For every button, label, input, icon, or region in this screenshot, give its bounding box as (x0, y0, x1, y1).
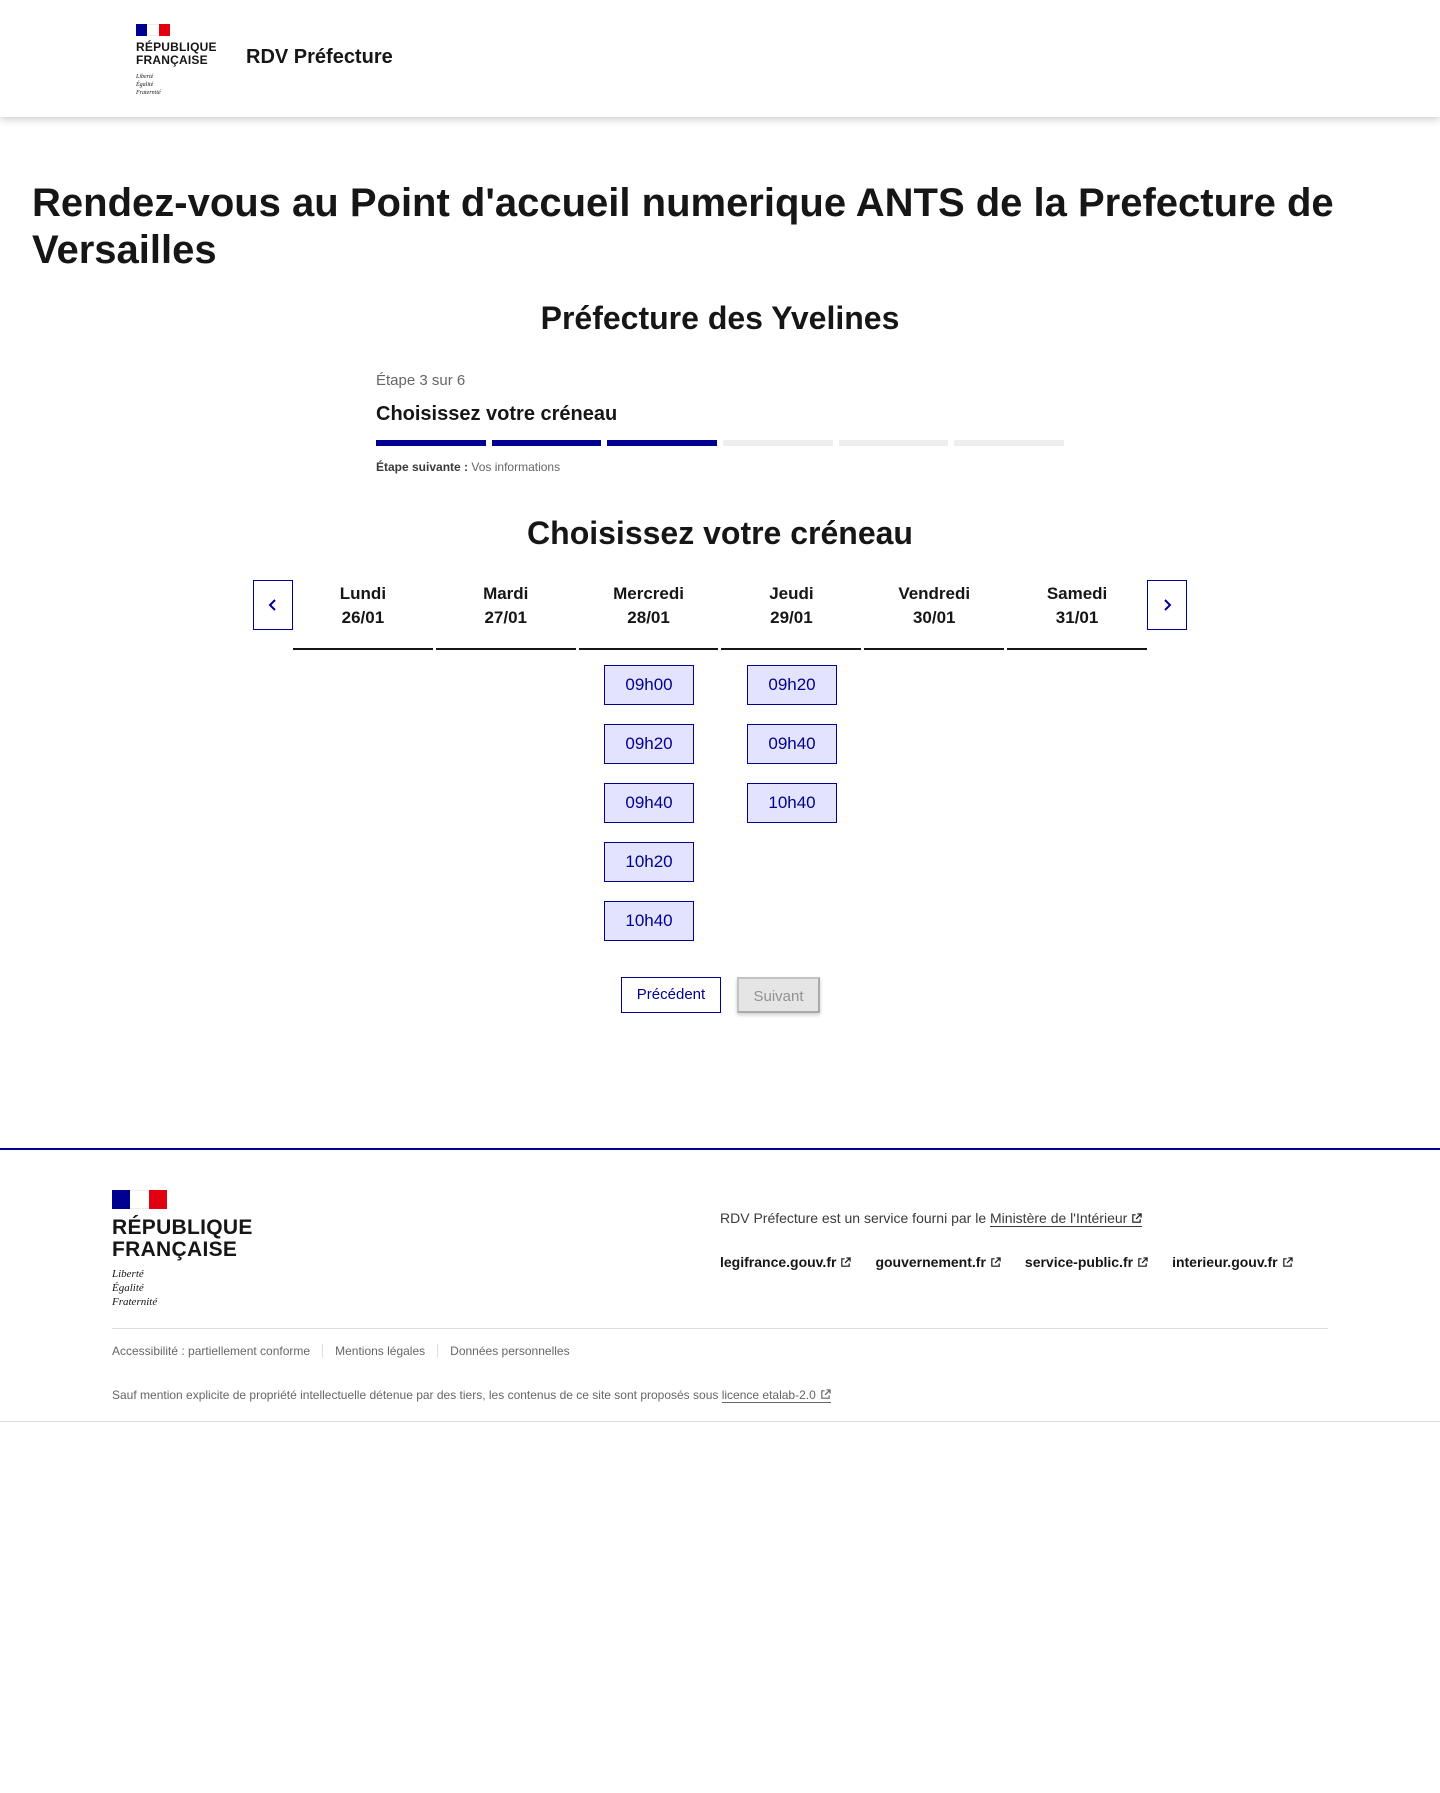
stepper-next-step (376, 460, 1064, 474)
day-name: Samedi (1046, 584, 1108, 603)
stepper-title: Choisissez votre créneau (376, 403, 618, 425)
time-slot-button[interactable]: 10h20 (604, 842, 694, 882)
slots-title: Choisissez votre créneau (527, 515, 913, 551)
external-link-icon (990, 1257, 1001, 1268)
external-link-icon (1282, 1257, 1293, 1268)
marianne-flag-icon (136, 24, 170, 36)
days-row (293, 580, 1147, 650)
license-link[interactable] (722, 1388, 831, 1403)
stepper-segment (492, 440, 602, 446)
day-date: 27/01 (484, 608, 528, 627)
footer-license (112, 1388, 831, 1402)
footer-motto-egalite: Égalité (112, 1282, 144, 1294)
time-slot-button[interactable]: 09h20 (604, 724, 694, 764)
day-slots-column (747, 665, 837, 842)
footer-divider (112, 1328, 1328, 1329)
previous-week-button[interactable] (253, 580, 293, 630)
ministere-interieur-link[interactable] (990, 1210, 1142, 1227)
footer-partner-link-label: gouvernement.fr (875, 1254, 986, 1270)
stepper-segment (723, 440, 833, 446)
day-date: 28/01 (627, 608, 670, 627)
day-name: Mardi (483, 584, 529, 603)
external-link-icon (1131, 1213, 1142, 1224)
footer-partner-link-label: legifrance.gouv.fr (720, 1254, 837, 1270)
site-footer (0, 1148, 1440, 1422)
footer-marianne-flag-icon (112, 1190, 167, 1209)
previous-button[interactable]: Précédent (621, 977, 721, 1013)
stepper (376, 372, 1064, 474)
footer-motto-liberte: Liberté (112, 1268, 144, 1280)
footer-logo-line-2: FRANÇAISE (112, 1238, 238, 1261)
stepper-segment (376, 440, 486, 446)
chevron-right-icon (1160, 598, 1174, 612)
license-text: Sauf mention explicite de propriété intellectuelle détenue par des tiers, les contenus de ce site sont proposés sous (112, 1388, 719, 1402)
footer-bottom-link[interactable]: Données personnelles (450, 1344, 570, 1358)
motto-liberte: Liberté (136, 74, 154, 80)
license-link-label: licence etalab-2.0 (721, 1388, 816, 1402)
footer-republique-francaise-logo[interactable] (112, 1190, 253, 1309)
day-header (1007, 580, 1147, 650)
motto-egalite: Égalité (136, 82, 154, 88)
day-date: 31/01 (1055, 608, 1099, 627)
site-header (0, 0, 1440, 117)
day-date: 30/01 (912, 608, 956, 627)
stepper-segment (607, 440, 717, 446)
footer-partner-link[interactable] (875, 1254, 1000, 1270)
footer-partner-link[interactable] (720, 1254, 851, 1270)
day-header (293, 580, 433, 650)
time-slot-button[interactable]: 09h00 (604, 665, 694, 705)
day-header (579, 580, 719, 650)
stepper-next-value: Vos informations (471, 460, 561, 474)
day-name: Jeudi (769, 584, 814, 603)
footer-bottom-link[interactable]: Mentions légales (335, 1344, 438, 1358)
external-link-icon (1137, 1257, 1148, 1268)
footer-motto-fraternite: Fraternité (112, 1296, 158, 1308)
service-name[interactable]: RDV Préfecture (246, 46, 393, 68)
stepper-state: Étape 3 sur 6 (376, 372, 466, 389)
footer-partner-link[interactable] (1172, 1254, 1293, 1270)
time-slot-button[interactable]: 09h20 (747, 665, 837, 705)
stepper-segment (839, 440, 949, 446)
footer-bottom-links (112, 1344, 594, 1358)
chevron-left-icon (266, 598, 280, 612)
day-name: Vendredi (898, 584, 971, 603)
stepper-progress (376, 440, 1064, 446)
day-header (721, 580, 861, 650)
day-header (436, 580, 576, 650)
page-subtitle: Préfecture des Yvelines (540, 300, 900, 336)
time-slot-button[interactable]: 09h40 (604, 783, 694, 823)
page-title: Rendez-vous au Point d'accueil numerique ANTS de la Prefecture de Versailles (32, 181, 1334, 272)
footer-description (720, 1210, 1142, 1226)
time-slot-button[interactable]: 10h40 (747, 783, 837, 823)
day-header (864, 580, 1004, 650)
next-button: Suivant (737, 977, 820, 1013)
footer-partner-link-label: service-public.fr (1024, 1254, 1134, 1270)
footer-partner-link-label: interieur.gouv.fr (1172, 1254, 1278, 1270)
footer-bottom-link[interactable]: Accessibilité : partiellement conforme (112, 1344, 323, 1358)
footer-partner-links (720, 1254, 1317, 1270)
ministere-link-label: Ministère de l'Intérieur (990, 1210, 1128, 1226)
day-slots-column (604, 665, 694, 960)
next-week-button[interactable] (1147, 580, 1187, 630)
logo-line-2: FRANÇAISE (136, 53, 208, 67)
day-date: 29/01 (770, 608, 813, 627)
footer-desc-text: RDV Préfecture est un service fourni par le (720, 1210, 987, 1226)
day-name: Lundi (339, 584, 387, 603)
stepper-next-label: Étape suivante : (376, 460, 469, 474)
motto-fraternite: Fraternité (136, 90, 161, 96)
day-name: Mercredi (613, 584, 684, 603)
footer-partner-link[interactable] (1025, 1254, 1148, 1270)
footer-logo-line-1: RÉPUBLIQUE (112, 1216, 253, 1239)
logo-line-1: RÉPUBLIQUE (136, 40, 217, 54)
time-slot-button[interactable]: 10h40 (604, 901, 694, 941)
stepper-segment (954, 440, 1064, 446)
external-link-icon (840, 1257, 851, 1268)
day-date: 26/01 (341, 608, 385, 627)
republique-francaise-logo[interactable] (136, 24, 217, 97)
external-link-icon (820, 1389, 831, 1400)
time-slot-button[interactable]: 09h40 (747, 724, 837, 764)
